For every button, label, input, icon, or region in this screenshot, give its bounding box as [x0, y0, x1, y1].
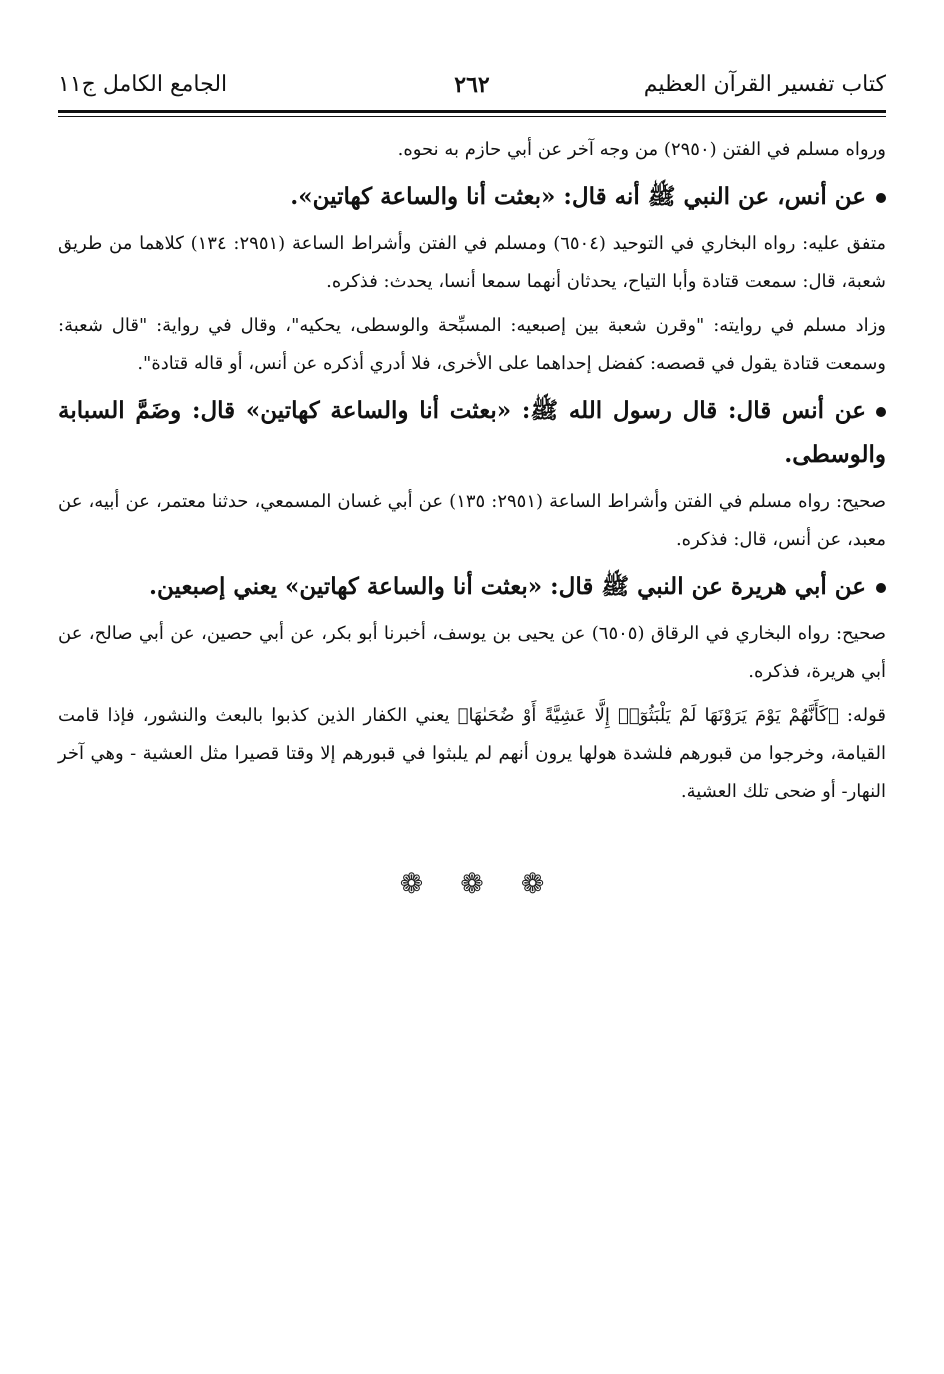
hadith-paragraph [58, 175, 886, 219]
note-paragraph: متفق عليه: رواه البخاري في التوحيد (٦٥٠٤) ومسلم في الفتن وأشراط الساعة (٢٩٥١: ١٣٤) كلاهما من طريق شعبة، قال: سمعت قتادة وأبا التياح، يحدثان أنهما سمعا أنسا، يحدث: فذكره. [58, 233, 886, 292]
note-paragraph: وزاد مسلم في روايته: "وقرن شعبة بين إصبعيه: المسبِّحة والوسطى، يحكيه"، وقال في رواية: "قال شعبة: وسمعت قتادة يقول في قصصه: كفضل إحداهما على الأخرى، فلا أدري أذكره عن أنس، أو قاله قتادة". [58, 315, 886, 374]
hadith-text: عن أبي هريرة عن النبي ﷺ قال: «بعثت أنا والساعة كهاتين» يعني إصبعين. [149, 573, 866, 600]
flower-ornament-icon: ❁ [520, 867, 545, 900]
bullet-icon [876, 407, 886, 417]
note-paragraph: صحيح: رواه مسلم في الفتن وأشراط الساعة (٢٩٥١: ١٣٥) عن أبي غسان المسمعي، حدثنا معتمر، عن أبيه، عن معبد، عن أنس، قال: فذكره. [58, 491, 886, 550]
hadith-paragraph [58, 389, 886, 477]
tafsir-paragraph: قوله: ﴿كَأَنَّهُمْ يَوْمَ يَرَوْنَهَا لَمْ يَلْبَثُوٓا۟ إِلَّا عَشِيَّةً أَوْ ضُحَىٰهَا﴾ يعني الكفار الذين كذبوا بالبعث والنشور، فإذا قامت القيامة، وخرجوا من قبورهم فلشدة هولها يرون أنهم لم يلبثوا في قبورهم إلا وقتا قصيرا مثل العشية - وهي آخر النهار- أو ضحى تلك العشية. [58, 705, 886, 802]
flower-ornament-icon: ❁ [460, 867, 484, 900]
bullet-icon [876, 583, 886, 593]
header-rule-thin [58, 116, 886, 117]
flower-ornament-icon: ❁ [399, 867, 424, 900]
note-paragraph: صحيح: رواه البخاري في الرقاق (٦٥٠٥) عن يحيى بن يوسف، أخبرنا أبو بكر، عن أبي حصين، عن أبي صالح، عن أبي هريرة، فذكره. [58, 623, 886, 682]
book-title: كتاب تفسير القرآن العظيم [643, 72, 886, 97]
running-header [58, 62, 886, 108]
section-end-ornaments [58, 867, 886, 900]
hadith-paragraph [58, 565, 886, 609]
note-paragraph: ورواه مسلم في الفتن (٢٩٥٠) من وجه آخر عن أبي حازم به نحوه. [397, 139, 886, 160]
header-rule-thick [58, 110, 886, 113]
hadith-text: عن أنس قال: قال رسول الله ﷺ: «بعثت أنا والساعة كهاتين» قال: وضَمَّ السبابة والوسطى. [58, 397, 886, 468]
page-number: ٢٦٢ [454, 72, 490, 98]
volume-title: الجامع الكامل ج١١ [58, 72, 228, 97]
hadith-text: عن أنس، عن النبي ﷺ أنه قال: «بعثت أنا والساعة كهاتين». [290, 183, 866, 210]
page-content [58, 131, 886, 811]
bullet-icon [876, 193, 886, 203]
